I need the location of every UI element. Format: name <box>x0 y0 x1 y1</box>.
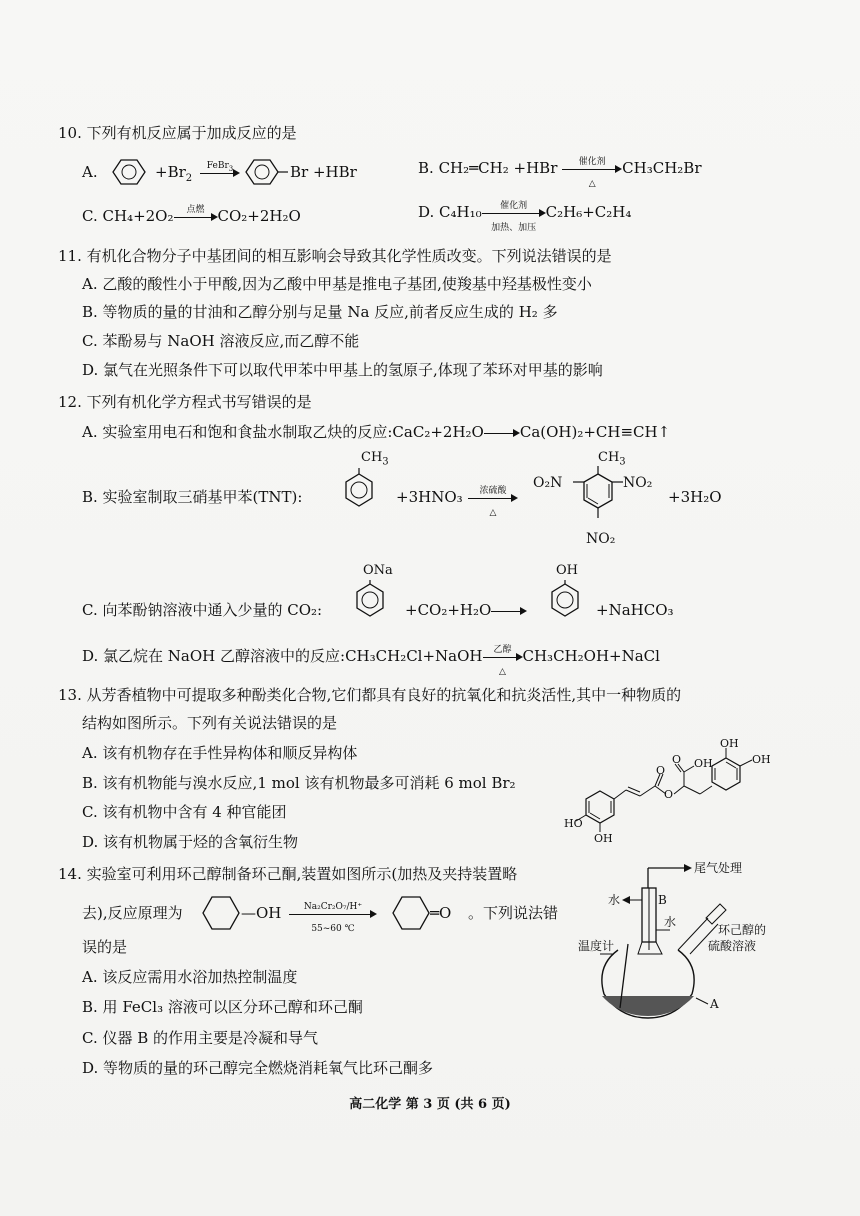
q10-option-d: D. C₄H₁₀ 催化剂 加热、加压 C₂H₆+C₂H₄ <box>418 201 632 233</box>
q13-option-c: C. 该有机物中含有 4 种官能团 <box>82 803 287 821</box>
phenol-ring-icon <box>547 580 583 620</box>
phenol-oh-label: OH <box>556 563 578 578</box>
q12-b-reagent: +3HNO₃ <box>396 488 463 506</box>
svg-text:OH: OH <box>720 737 739 750</box>
question-13-stem-line1: 13. 从芳香植物中可提取多种酚类化合物,它们都具有良好的抗氧化和抗炎活性,其中一种物质的 <box>58 686 682 704</box>
option-label: A. <box>82 163 98 181</box>
svg-text:OH: OH <box>752 753 771 766</box>
tnt-no2-right-label: NO₂ <box>623 475 653 491</box>
q14-option-c: C. 仪器 B 的作用主要是冷凝和导气 <box>82 1029 319 1047</box>
svg-text:尾气处理: 尾气处理 <box>694 861 743 875</box>
q14-option-d: D. 等物质的量的环己醇完全燃烧消耗氧气比环己酮多 <box>82 1059 434 1077</box>
q12-option-d: D. 氯乙烷在 NaOH 乙醇溶液中的反应:CH₃CH₂Cl+NaOH 乙醇 △ CH₃CH₂OH+NaCl <box>82 645 660 677</box>
q13-option-d: D. 该有机物属于烃的含氧衍生物 <box>82 833 299 851</box>
svg-text:O: O <box>664 788 674 801</box>
q12-option-b: B. 实验室制取三硝基甲苯(TNT): <box>82 488 303 506</box>
svg-text:HO: HO <box>564 817 583 830</box>
svg-text:水: 水 <box>608 893 621 907</box>
question-10-stem: 10. 下列有机反应属于加成反应的是 <box>58 124 297 142</box>
question-12-stem: 12. 下列有机化学方程式书写错误的是 <box>58 393 312 411</box>
q14-oxidation-arrow: $\frac{\text{Na₂Cr₂O₇/H⁺}}{55\sim 60 ℃}$ <box>289 903 377 924</box>
question-14-stem-line2a: 去),反应原理为 <box>82 904 183 922</box>
q13-option-a: A. 该有机物存在手性异构体和顺反异构体 <box>82 744 358 762</box>
tnt-methyl-label: $CH_3$ <box>598 450 626 468</box>
toluene-ring-icon <box>341 468 377 512</box>
question-13-stem-line2: 结构如图所示。下列有关说法错误的是 <box>82 714 338 732</box>
q10-a-products: Br +HBr <box>290 163 357 181</box>
q12-b-water: +3H₂O <box>668 488 722 506</box>
svg-text:OH: OH <box>694 757 713 770</box>
svg-text:硫酸溶液: 硫酸溶液 <box>708 939 757 953</box>
q12-option-a: A. 实验室用电石和饱和食盐水制取乙炔的反应:CaC₂+2H₂O Ca(OH)₂+CH≡CH↑ <box>82 423 671 441</box>
phenoxide-ring-icon <box>352 580 388 620</box>
tnt-no2-bottom-label: NO₂ <box>586 531 616 547</box>
q13-option-b: B. 该有机物能与溴水反应,1 mol 该有机物最多可消耗 6 mol Br₂ <box>82 774 516 792</box>
svg-text:A: A <box>710 997 719 1011</box>
q11-option-b: B. 等物质的量的甘油和乙醇分别与足量 Na 反应,前者反应生成的 H₂ 多 <box>82 303 558 321</box>
svg-text:环己醇的: 环己醇的 <box>718 923 767 937</box>
svg-text:B: B <box>658 893 667 907</box>
q10-option-b: B. CH₂═CH₂ +HBr 催化剂 △ CH₃CH₂Br <box>418 157 702 189</box>
q12-option-c: C. 向苯酚钠溶液中通入少量的 CO₂: <box>82 601 323 619</box>
q14-option-a: A. 该反应需用水浴加热控制温度 <box>82 968 298 986</box>
svg-text:O: O <box>656 764 666 777</box>
toluene-methyl-label: $CH_3$ <box>361 450 389 468</box>
tnt-o2n-label: O₂N <box>533 475 563 491</box>
page-footer: 高二化学 第 3 页 (共 6 页) <box>349 1097 511 1112</box>
question-11-stem: 11. 有机化合物分子中基团间的相互影响会导致其化学性质改变。下列说法错误的是 <box>58 247 612 265</box>
q12-c-reagent: +CO₂+H₂O <box>405 600 527 621</box>
q11-option-a: A. 乙酸的酸性小于甲酸,因为乙酸中甲基是推电子基团,使羧基中羟基极性变小 <box>82 275 592 293</box>
svg-text:O: O <box>672 753 682 766</box>
svg-text:水: 水 <box>664 915 677 929</box>
q10-option-a <box>82 162 98 182</box>
cyclohexanone-o-label: ═O <box>430 904 452 922</box>
q11-option-d: D. 氯气在光照条件下可以取代甲苯中甲基上的氢原子,体现了苯环对甲基的影响 <box>82 361 603 379</box>
q14-option-b: B. 用 FeCl₃ 溶液可以区分环己醇和环己酮 <box>82 998 363 1016</box>
cyclohexanone-ring-icon <box>392 894 432 932</box>
question-14-stem-line1: 14. 实验室可利用环己醇制备环己酮,装置如图所示(加热及夹持装置略 <box>58 865 518 883</box>
rosmarinic-acid-structure <box>560 736 775 846</box>
apparatus-diagram <box>578 858 778 1038</box>
cyclohexanol-ring-icon <box>202 894 242 932</box>
svg-text:OH: OH <box>594 832 613 845</box>
cyclohexanol-oh-label: —OH <box>241 904 282 922</box>
question-14-stem-line3: 误的是 <box>82 938 128 956</box>
bromobenzene-ring-icon <box>246 157 296 187</box>
q10-option-c: C. CH₄+2O₂ 点燃 CO₂+2H₂O <box>82 205 301 225</box>
q11-option-c: C. 苯酚易与 NaOH 溶液反应,而乙醇不能 <box>82 332 360 350</box>
q10-a-arrow: FeBr$_3$ <box>200 162 240 183</box>
q12-b-arrow: 浓硫酸 △ <box>468 487 518 508</box>
question-14-stem-line2b: 。下列说法错 <box>468 904 559 922</box>
phenoxide-ona-label: ONa <box>363 563 393 578</box>
svg-text:温度计: 温度计 <box>578 939 615 953</box>
benzene-ring-icon <box>113 157 149 187</box>
q12-c-product: +NaHCO₃ <box>596 601 674 619</box>
q10-a-reagent: $+Br_2$ <box>155 163 193 184</box>
